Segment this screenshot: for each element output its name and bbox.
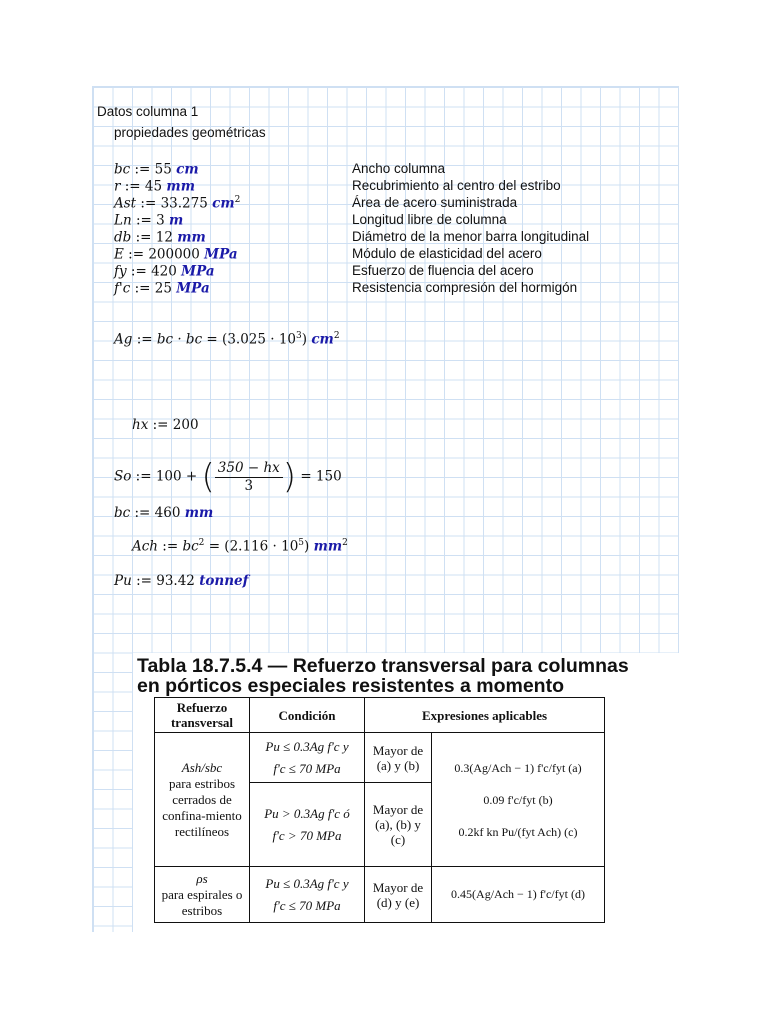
transverse-reinforcement-table	[154, 697, 605, 923]
hx-equation[interactable]: hx := 200	[132, 417, 199, 433]
property-description: Diámetro de la menor barra longitudinal	[352, 229, 590, 244]
code-table-image	[133, 653, 679, 932]
row2-expressions	[432, 867, 605, 923]
section-subtitle: propiedades geométricas	[114, 125, 266, 140]
worksheet	[92, 86, 679, 932]
header-refuerzo: Refuerzo transversal	[155, 698, 250, 733]
property-equation[interactable]: Ast := 33.275 $cm^2$	[114, 195, 241, 212]
property-description: Área de acero suministrada	[352, 195, 518, 210]
row2-refuerzo: ρs para espirales o estribos	[155, 867, 250, 923]
row1-mayor-b: Mayor de (a), (b) y (c)	[365, 783, 432, 867]
property-equation[interactable]: E := 200000 MPa	[114, 246, 238, 263]
property-description: Recubrimiento al centro del estribo	[352, 178, 561, 193]
row1-refuerzo: Ash/sbc para estribos cerrados de confina-miento rectilíneos	[155, 733, 250, 867]
property-description: Esfuerzo de fluencia del acero	[352, 263, 534, 278]
so-equation[interactable]: So := 100 + ( $\frac{350 - hx}{3}$ ) = 150	[114, 457, 342, 497]
section-title: Datos columna 1	[97, 104, 199, 119]
pu-equation[interactable]: Pu := 93.42 tonnef	[114, 573, 249, 589]
property-description: Longitud libre de columna	[352, 212, 507, 227]
property-equation[interactable]: bc := 55 cm	[114, 161, 199, 178]
expr-b: 0.09 f'c/fyt (b)	[483, 792, 553, 807]
table-title-line1: Tabla 18.7.5.4 — Refuerzo transversal para columnas	[137, 655, 629, 677]
row2-mayor-a: Mayor de (d) y (e)	[365, 867, 432, 923]
property-equation[interactable]: f'c := 25 MPa	[114, 280, 210, 297]
property-description: Módulo de elasticidad del acero	[352, 246, 542, 261]
expr-c: 0.2kf kn Pu/(fyt Ach) (c)	[458, 824, 578, 839]
table-title-line2: en pórticos especiales resistentes a momento	[137, 675, 565, 697]
property-description: Ancho columna	[352, 161, 446, 176]
property-description: Resistencia compresión del hormigón	[352, 280, 578, 295]
row2-condition-a: Pu ≤ 0.3Ag f'c y f'c ≤ 70 MPa	[250, 867, 365, 923]
property-equation[interactable]: r := 45 mm	[114, 178, 195, 195]
expr-d: 0.45(Ag/Ach − 1) f'c/fyt (d)	[451, 887, 585, 901]
property-equation[interactable]: fy := 420 MPa	[114, 263, 215, 280]
ach-equation[interactable]: Ach := $bc^2 = (2.116 \cdot 10^5)$ $mm^2$	[132, 538, 348, 555]
header-condicion: Condición	[250, 698, 365, 733]
property-equation[interactable]: Ln := 3 m	[114, 212, 184, 229]
bc-equation[interactable]: bc := 460 mm	[114, 505, 214, 521]
expr-a: 0.3(Ag/Ach − 1) f'c/fyt (a)	[454, 760, 582, 775]
row1-condition-b: Pu > 0.3Ag f'c ó f'c > 70 MPa	[250, 783, 365, 867]
header-expresiones: Expresiones aplicables	[365, 698, 605, 733]
row1-mayor-a: Mayor de (a) y (b)	[365, 733, 432, 783]
row1-condition-a: Pu ≤ 0.3Ag f'c y f'c ≤ 70 MPa	[250, 733, 365, 783]
ag-equation[interactable]: Ag := bc · bc = $(3.025 \cdot 10^3)$ $cm^2$	[114, 331, 340, 348]
row1-expressions	[432, 733, 605, 867]
property-equation[interactable]: db := 12 mm	[114, 229, 206, 246]
